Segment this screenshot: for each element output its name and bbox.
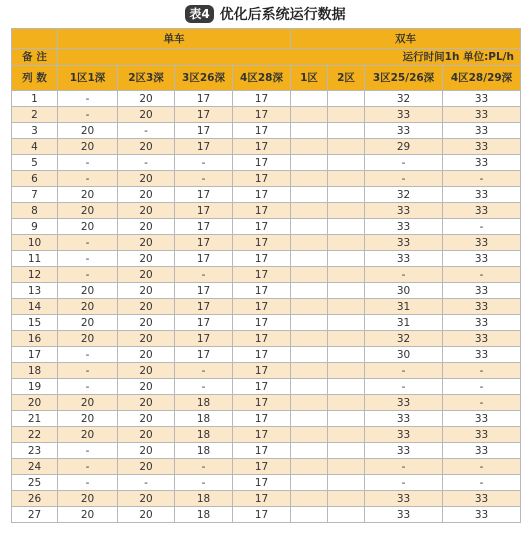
table-row [12,507,521,523]
table-cell: 17 [233,251,291,267]
table-cell: 20 [118,331,175,347]
table-cell: 17 [233,139,291,155]
table-cell: 33 [443,203,521,219]
table-cell: - [58,363,118,379]
table-cell: - [365,267,443,283]
table-cell: 23 [12,443,58,459]
table-cell: 20 [118,219,175,235]
table-cell: 17 [233,299,291,315]
table-cell: 30 [365,283,443,299]
table-body [12,91,521,523]
table-cell: 20 [58,139,118,155]
table-cell: 20 [118,395,175,411]
table-cell: 20 [58,187,118,203]
table-cell [291,475,328,491]
table-cell: 20 [118,507,175,523]
table-row [12,427,521,443]
header-corner [12,29,58,49]
table-row [12,379,521,395]
table-cell: 17 [175,331,233,347]
table-cell: - [443,379,521,395]
table-cell: 20 [118,139,175,155]
table-cell: 7 [12,187,58,203]
table-cell [328,283,365,299]
table-cell [291,379,328,395]
table-cell: 33 [443,235,521,251]
table-cell: 33 [365,219,443,235]
table-cell: 17 [175,139,233,155]
table-cell: 33 [365,123,443,139]
table-cell [291,187,328,203]
table-cell: 33 [443,251,521,267]
table-cell: 19 [12,379,58,395]
table-cell [291,427,328,443]
table-cell: 1 [12,91,58,107]
table-cell: 17 [233,395,291,411]
table-cell: 20 [58,299,118,315]
table-title-text: 优化后系统运行数据 [219,7,346,23]
table-cell: 33 [365,395,443,411]
table-cell: 20 [118,299,175,315]
table-cell: 26 [12,491,58,507]
table-cell: 14 [12,299,58,315]
table-cell: - [365,379,443,395]
table-cell: 33 [365,427,443,443]
table-row [12,219,521,235]
table-cell: 33 [443,443,521,459]
table-cell [328,411,365,427]
col-header-double-zone4: 4区28/29深 [443,66,521,91]
table-cell [328,427,365,443]
table-cell: 33 [365,411,443,427]
table-cell: 32 [365,91,443,107]
table-cell: 20 [118,315,175,331]
table-cell: 9 [12,219,58,235]
table-cell [328,123,365,139]
table-cell: 32 [365,187,443,203]
table-cell: - [175,459,233,475]
table-cell: 33 [443,507,521,523]
table-cell: - [175,475,233,491]
table-cell: 17 [233,171,291,187]
table-cell: 12 [12,267,58,283]
table-cell: 33 [443,411,521,427]
table-cell [291,347,328,363]
table-cell: 33 [443,427,521,443]
table-cell: 17 [233,491,291,507]
table-row [12,91,521,107]
table-cell: 17 [233,331,291,347]
table-cell [328,331,365,347]
table-cell: 33 [365,107,443,123]
table-cell: 24 [12,459,58,475]
table-cell: 17 [233,507,291,523]
table-cell [291,235,328,251]
table-cell: 4 [12,139,58,155]
table-cell [328,395,365,411]
table-cell: 20 [58,491,118,507]
header-group-double: 双车 [291,29,521,49]
table-cell: 15 [12,315,58,331]
table-cell: - [58,459,118,475]
table-row [12,203,521,219]
table-cell: 17 [233,267,291,283]
table-cell: 5 [12,155,58,171]
table-row [12,315,521,331]
col-header-single-zone1: 1区1深 [58,66,118,91]
table-cell: 18 [175,427,233,443]
table-cell: - [58,347,118,363]
table-cell: 17 [175,219,233,235]
table-cell: 20 [58,315,118,331]
table-cell: - [175,363,233,379]
table-cell: 10 [12,235,58,251]
table-cell: 20 [58,395,118,411]
table-cell [291,107,328,123]
table-cell [291,315,328,331]
table-cell: 20 [58,507,118,523]
table-cell [328,107,365,123]
table-row [12,331,521,347]
table-cell: 17 [175,347,233,363]
table-cell: 20 [58,219,118,235]
table-row [12,267,521,283]
table-cell [328,491,365,507]
table-cell [328,139,365,155]
operation-data-table [11,28,521,523]
table-cell: 20 [118,187,175,203]
table-cell: - [365,171,443,187]
table-cell [291,507,328,523]
table-cell: 18 [175,491,233,507]
table-cell: 17 [233,379,291,395]
table-row [12,123,521,139]
table-cell [328,299,365,315]
table-cell: 20 [118,203,175,219]
table-cell: - [365,459,443,475]
table-cell: 33 [443,299,521,315]
table-cell [328,219,365,235]
header-group-single: 单车 [58,29,291,49]
col-header-double-zone2: 2区 [328,66,365,91]
table-cell: 20 [118,235,175,251]
table-cell: - [58,267,118,283]
table-cell: 17 [175,187,233,203]
table-cell: 33 [443,107,521,123]
table-cell [291,411,328,427]
table-row [12,395,521,411]
table-cell [291,267,328,283]
table-cell: 17 [175,251,233,267]
table-cell [291,91,328,107]
header-note-label: 备 注 [12,49,58,66]
table-cell [291,443,328,459]
table-cell: 33 [365,235,443,251]
table-cell [328,187,365,203]
table-cell: - [175,171,233,187]
table-cell [328,459,365,475]
table-cell: 20 [118,267,175,283]
table-cell [291,171,328,187]
table-row [12,155,521,171]
table-row [12,139,521,155]
table-cell [328,251,365,267]
table-cell: 32 [365,331,443,347]
table-cell: 22 [12,427,58,443]
table-cell: 20 [58,123,118,139]
table-cell: - [58,443,118,459]
table-cell: 17 [233,347,291,363]
table-row [12,251,521,267]
table-cell: 20 [118,363,175,379]
table-cell: 33 [443,139,521,155]
table-cell [328,475,365,491]
table-cell: 33 [443,331,521,347]
table-cell [291,283,328,299]
table-cell [291,155,328,171]
table-cell [328,507,365,523]
table-cell [291,395,328,411]
col-header-single-zone3: 3区26深 [175,66,233,91]
table-cell: 20 [118,347,175,363]
table-cell: 13 [12,283,58,299]
table-cell: - [58,475,118,491]
table-cell [328,91,365,107]
table-cell [291,459,328,475]
table-cell: 33 [443,155,521,171]
table-cell: 33 [365,443,443,459]
table-cell [291,363,328,379]
table-cell: 33 [443,315,521,331]
table-cell: 20 [118,107,175,123]
table-cell [291,299,328,315]
table-cell: 17 [233,315,291,331]
table-cell: 33 [443,283,521,299]
table-cell: 17 [233,91,291,107]
table-cell [328,363,365,379]
table-cell: 33 [365,507,443,523]
table-number-badge: 表4 [185,5,213,23]
table-row [12,283,521,299]
table-cell [291,491,328,507]
table-cell: - [443,363,521,379]
table-row [12,171,521,187]
table-cell: 18 [175,507,233,523]
table-cell [328,347,365,363]
table-cell: - [118,155,175,171]
table-cell: 17 [175,203,233,219]
table-cell [291,219,328,235]
table-row [12,235,521,251]
table-cell: 17 [233,411,291,427]
table-row [12,299,521,315]
table-cell: 8 [12,203,58,219]
table-cell: 31 [365,299,443,315]
table-cell: 17 [233,123,291,139]
table-cell: 6 [12,171,58,187]
table-cell: 17 [233,459,291,475]
table-cell: - [443,459,521,475]
table-cell: 30 [365,347,443,363]
table-cell: - [175,379,233,395]
table-cell: 18 [175,395,233,411]
col-header-single-zone4: 4区28深 [233,66,291,91]
table-row [12,107,521,123]
table-cell [328,171,365,187]
table-cell: 25 [12,475,58,491]
table-cell: 20 [118,443,175,459]
table-cell: 17 [175,299,233,315]
table-cell: 17 [233,155,291,171]
table-cell: 29 [365,139,443,155]
table-cell [291,123,328,139]
col-header-row-index: 列 数 [12,66,58,91]
table-cell: 21 [12,411,58,427]
table-cell: - [58,91,118,107]
table-cell: 11 [12,251,58,267]
table-cell: - [443,219,521,235]
table-cell: 31 [365,315,443,331]
table-cell: 33 [365,491,443,507]
table-cell: 20 [118,491,175,507]
table-row [12,347,521,363]
table-cell: - [443,267,521,283]
table-cell: 17 [233,107,291,123]
table-row [12,475,521,491]
table-cell: - [58,235,118,251]
table-cell: 17 [233,203,291,219]
table-cell: 3 [12,123,58,139]
table-title [0,0,531,28]
table-cell: 20 [12,395,58,411]
table-cell: 16 [12,331,58,347]
table-cell: 20 [118,459,175,475]
table-cell: - [58,251,118,267]
table-cell: - [58,171,118,187]
table-cell: 17 [233,475,291,491]
table-cell [291,331,328,347]
table-cell: 17 [175,315,233,331]
table-cell: 20 [58,427,118,443]
table-row [12,491,521,507]
table-cell: 17 [175,235,233,251]
table-cell: - [443,475,521,491]
table-cell: 33 [443,187,521,203]
table-cell: 18 [12,363,58,379]
table-cell: - [443,395,521,411]
table-cell [291,139,328,155]
table-cell: - [58,107,118,123]
table-cell: 20 [118,251,175,267]
table-cell: 17 [175,283,233,299]
table-cell: 33 [443,123,521,139]
table-row [12,443,521,459]
table-cell: 27 [12,507,58,523]
table-cell: - [58,155,118,171]
table-cell: - [118,475,175,491]
col-header-single-zone2: 2区3深 [118,66,175,91]
table-cell: 20 [58,331,118,347]
table-cell: 17 [175,123,233,139]
table-cell: - [443,171,521,187]
table-row [12,411,521,427]
table-cell: - [175,267,233,283]
table-cell: 17 [233,219,291,235]
table-cell: 20 [118,171,175,187]
table-cell: 2 [12,107,58,123]
table-cell: 20 [118,411,175,427]
table-cell [328,267,365,283]
table-cell: 17 [233,443,291,459]
table-cell: 18 [175,411,233,427]
table-cell [328,235,365,251]
table-cell: - [365,363,443,379]
table-cell: 17 [233,235,291,251]
table-cell [291,203,328,219]
table-cell: 20 [118,91,175,107]
table-cell [328,315,365,331]
col-header-double-zone1: 1区 [291,66,328,91]
table-cell [328,155,365,171]
table-cell: 33 [365,203,443,219]
table-cell: 17 [233,427,291,443]
table-cell: 20 [118,427,175,443]
table-cell: 20 [58,203,118,219]
table-cell: 17 [175,91,233,107]
table-cell: 17 [233,187,291,203]
table-cell: - [365,475,443,491]
table-cell [328,379,365,395]
table-cell [328,443,365,459]
table-cell: 18 [175,443,233,459]
table-cell: - [365,155,443,171]
table-row [12,459,521,475]
table-cell [291,251,328,267]
table-cell: 20 [58,411,118,427]
col-header-double-zone3: 3区25/26深 [365,66,443,91]
table-cell: 20 [58,283,118,299]
table-cell: 33 [365,251,443,267]
table-cell: 33 [443,91,521,107]
table-cell: 33 [443,491,521,507]
table-cell: 17 [233,283,291,299]
table-cell: 17 [12,347,58,363]
header-unit-text: 运行时间1h 单位:PL/h [58,49,521,66]
table-row [12,187,521,203]
table-row [12,363,521,379]
table-cell: 17 [175,107,233,123]
table-cell: 17 [233,363,291,379]
table-cell: - [118,123,175,139]
table-cell: 20 [118,379,175,395]
table-cell: - [58,379,118,395]
table-cell: 33 [443,347,521,363]
table-cell: - [175,155,233,171]
table-cell [328,203,365,219]
table-cell: 20 [118,283,175,299]
